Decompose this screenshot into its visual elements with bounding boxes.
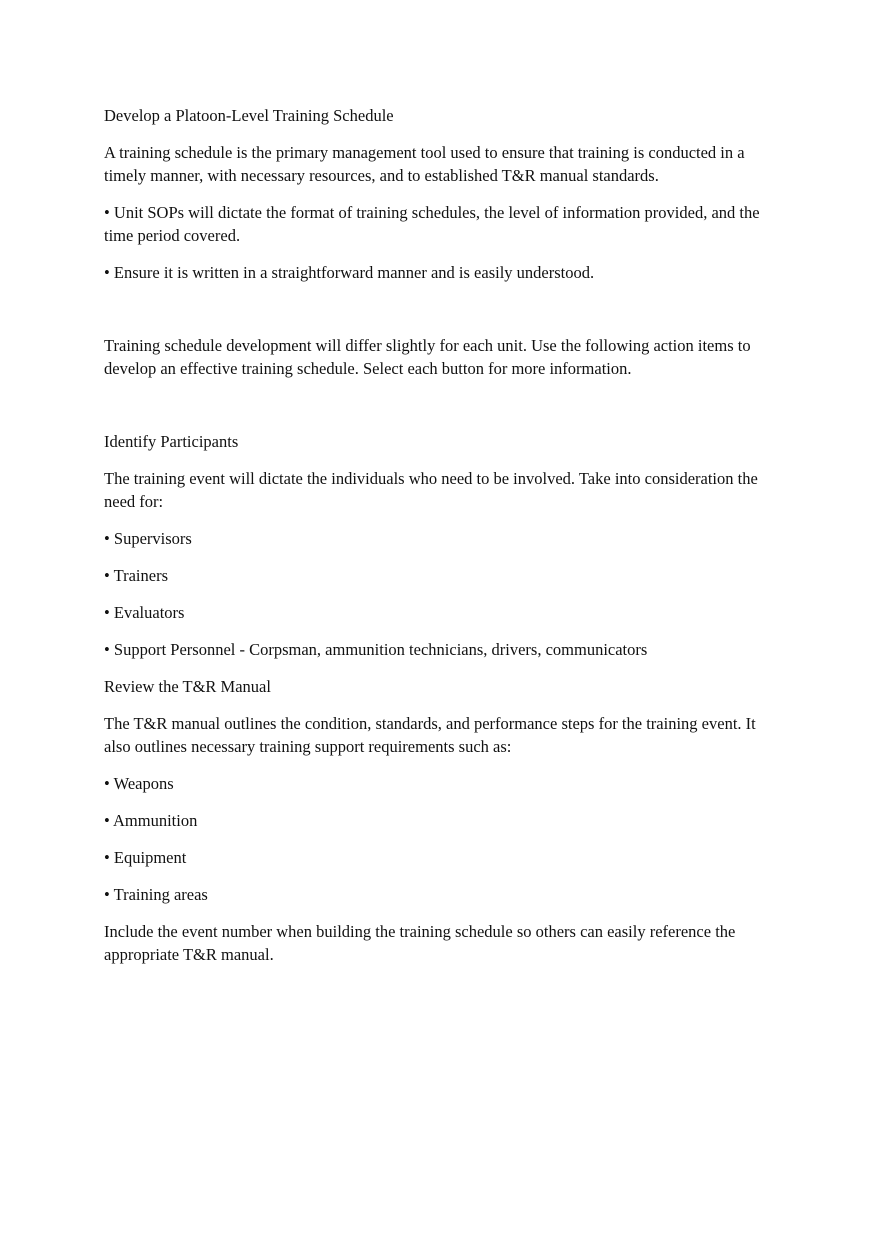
section-title-review-manual: Review the T&R Manual (104, 677, 271, 696)
section-title-identify-participants: Identify Participants (104, 432, 239, 451)
bullet-support-personnel: • Support Personnel - Corpsman, ammunition technicians, drivers, communicators (104, 640, 648, 659)
bullet-equipment: • Equipment (104, 848, 187, 867)
spacer (104, 298, 784, 334)
paragraph-development-note: Training schedule development will differ slightly for each unit. Use the following action items to develop an effective training schedule. Select each button for more information. (104, 336, 751, 378)
spacer (104, 394, 784, 430)
paragraph-manual-intro: The T&R manual outlines the condition, standards, and performance steps for the training event. It also outlines necessary training support requirements such as: (104, 714, 756, 756)
bullet-training-areas: • Training areas (104, 885, 208, 904)
document-page (104, 104, 784, 980)
bullet-evaluators: • Evaluators (104, 603, 185, 622)
bullet-weapons: • Weapons (104, 774, 174, 793)
bullet-straightforward: • Ensure it is written in a straightforward manner and is easily understood. (104, 263, 595, 282)
bullet-trainers: • Trainers (104, 566, 168, 585)
paragraph-participants-intro: The training event will dictate the individuals who need to be involved. Take into consideration the need for: (104, 469, 758, 511)
bullet-ammunition: • Ammunition (104, 811, 198, 830)
paragraph-closing: Include the event number when building the training schedule so others can easily reference the appropriate T&R manual. (104, 922, 736, 964)
bullet-supervisors: • Supervisors (104, 529, 192, 548)
paragraph-intro: A training schedule is the primary management tool used to ensure that training is conducted in a timely manner, with necessary resources, and to established T&R manual standards. (104, 143, 745, 185)
section-title-develop-schedule: Develop a Platoon-Level Training Schedule (104, 106, 394, 125)
bullet-unit-sops: • Unit SOPs will dictate the format of training schedules, the level of information provided, and the time period covered. (104, 203, 760, 245)
